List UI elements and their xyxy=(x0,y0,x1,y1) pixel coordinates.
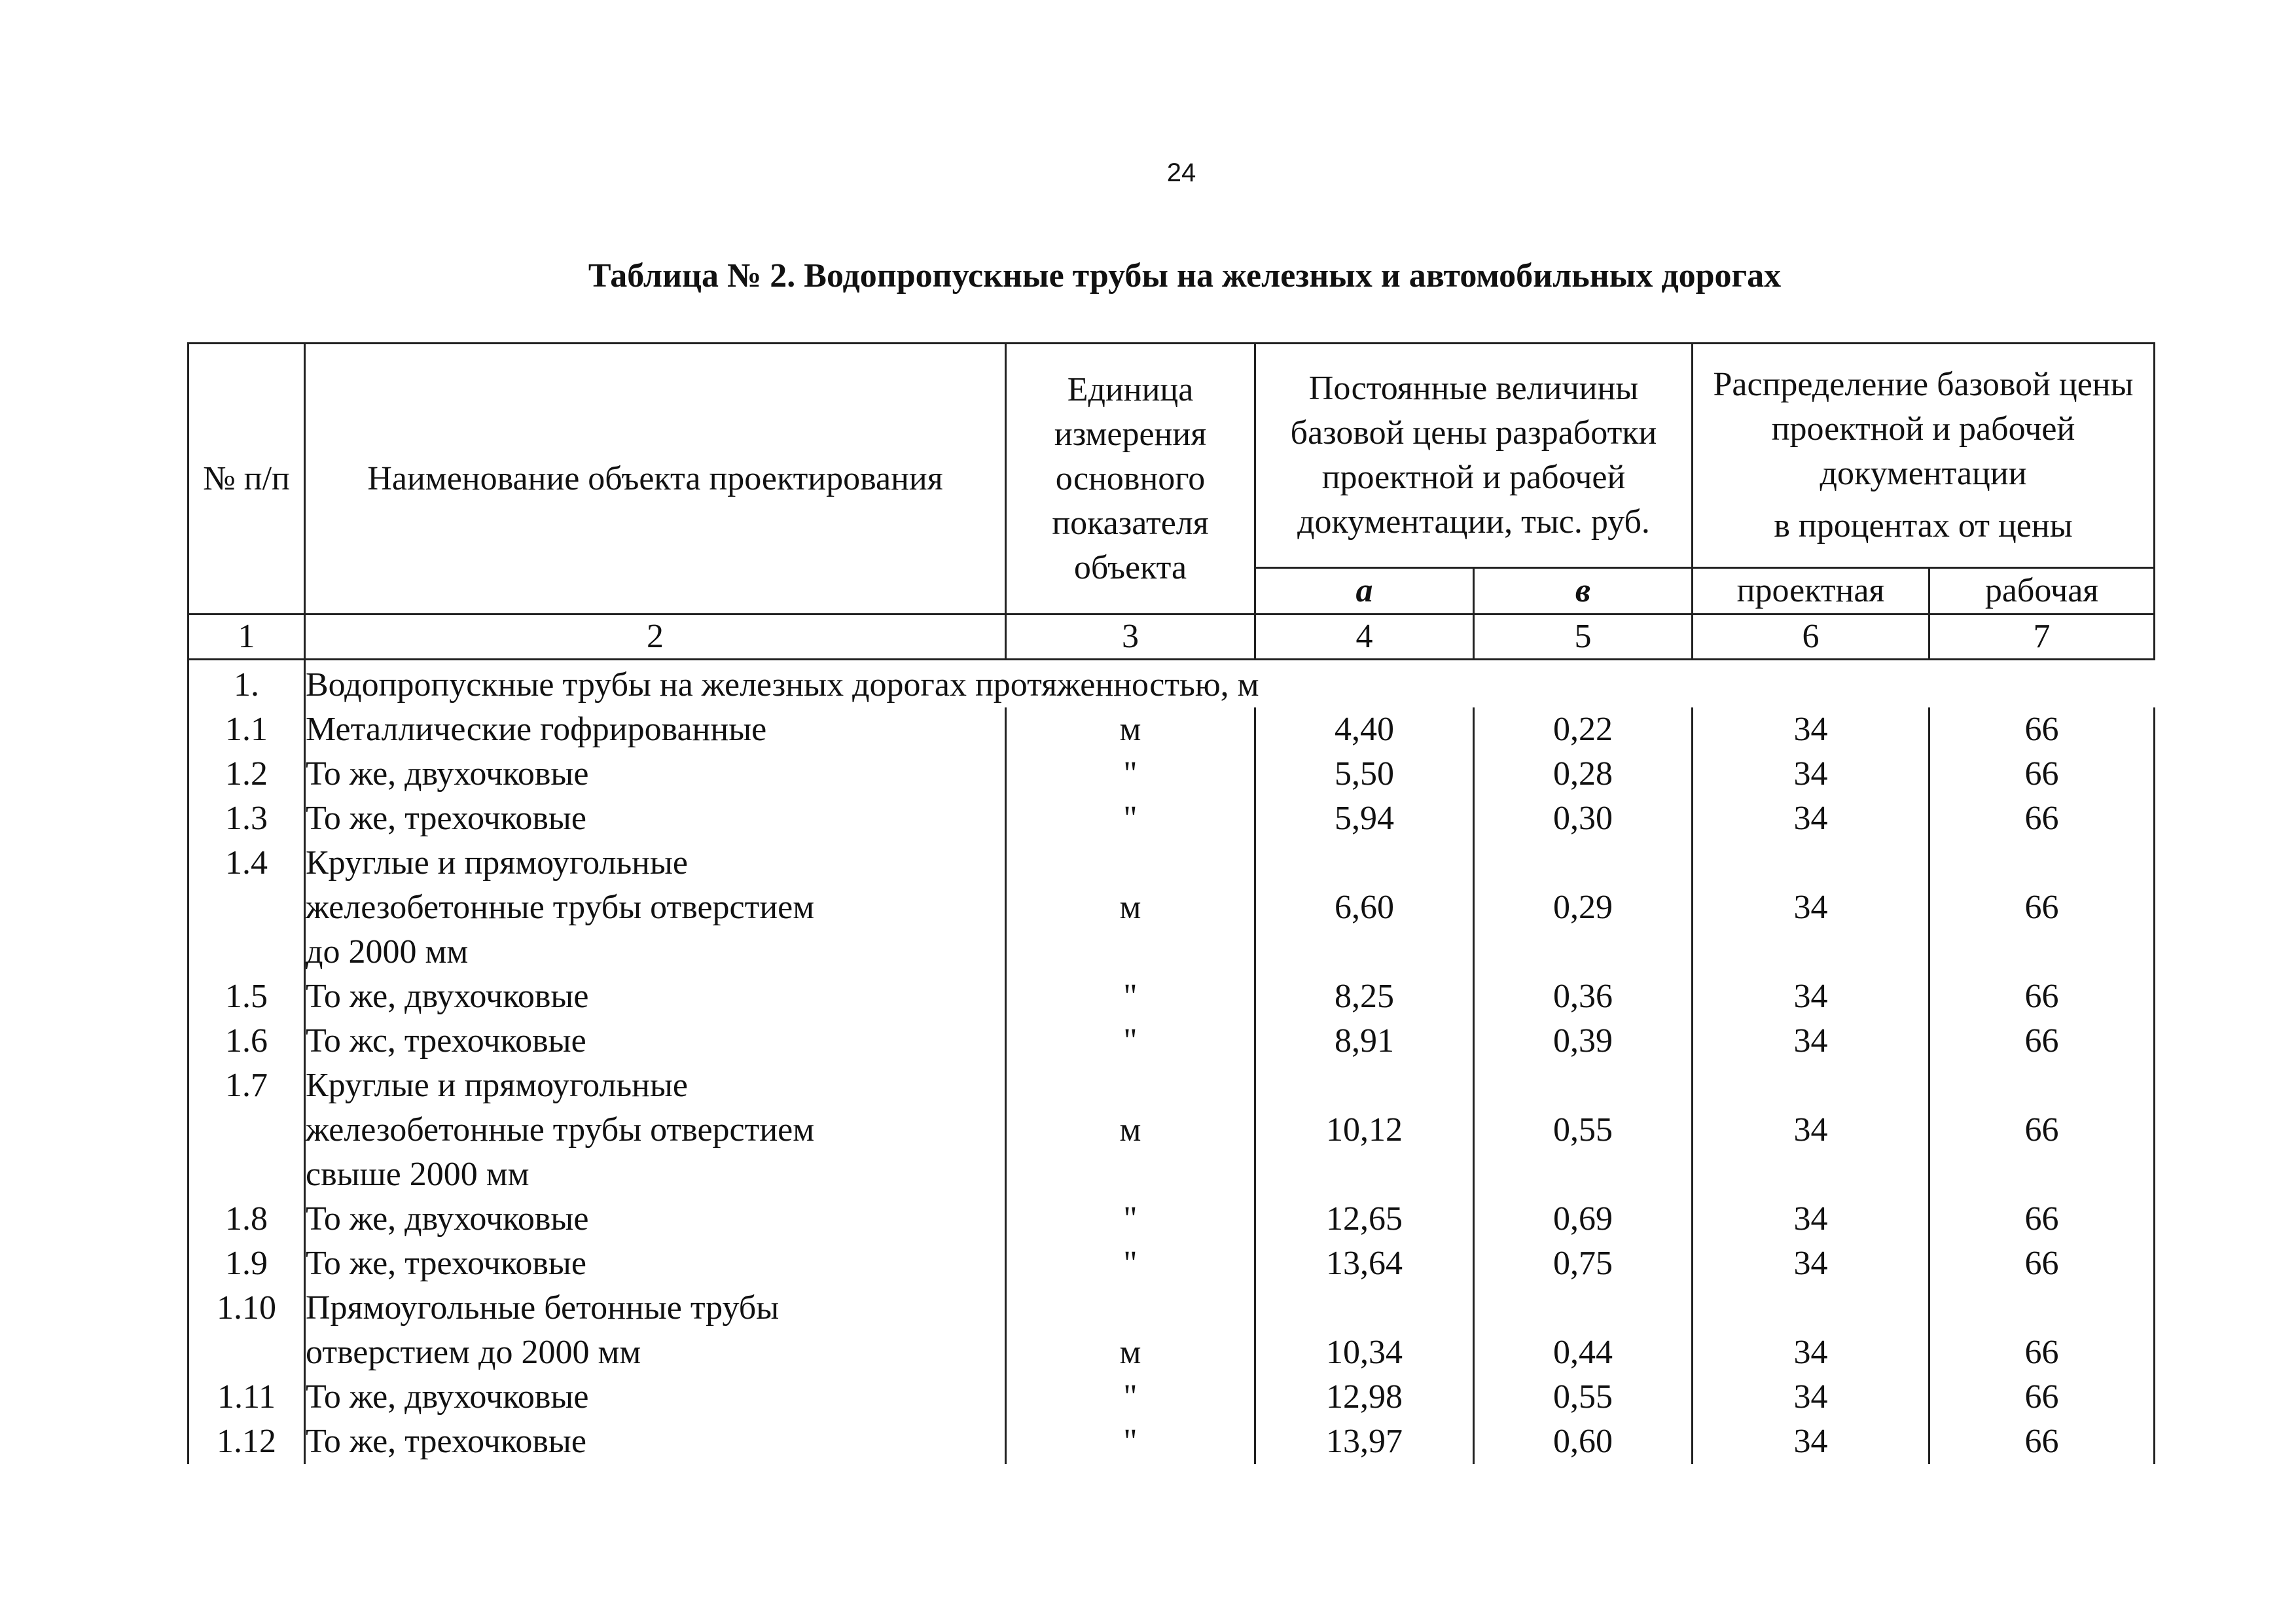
row-number: 1.8 xyxy=(188,1197,305,1241)
table-row xyxy=(188,1019,2155,1063)
header-col-distribution xyxy=(1693,344,2155,568)
row-unit: м xyxy=(1006,841,1255,974)
row-value-a: 10,12 xyxy=(1255,1063,1474,1197)
row-percent-project: 34 xyxy=(1693,1063,1929,1197)
header-dist-line2: в процентах от цены xyxy=(1774,507,2073,544)
row-name: То же, трехочковые xyxy=(305,1241,1006,1286)
row-unit: " xyxy=(1006,796,1255,841)
table-row xyxy=(188,974,2155,1019)
row-value-b: 0,22 xyxy=(1474,707,1693,752)
row-number: 1.4 xyxy=(188,841,305,974)
row-percent-work: 66 xyxy=(1929,1241,2155,1286)
row-unit: " xyxy=(1006,1019,1255,1063)
row-name: То же, двухочковые xyxy=(305,1197,1006,1241)
col-number: 1 xyxy=(188,615,305,660)
row-percent-project: 34 xyxy=(1693,1019,1929,1063)
row-value-a: 4,40 xyxy=(1255,707,1474,752)
row-value-b: 0,28 xyxy=(1474,752,1693,796)
row-value-b: 0,55 xyxy=(1474,1063,1693,1197)
row-name xyxy=(305,841,1006,974)
row-percent-work: 66 xyxy=(1929,1286,2155,1375)
row-percent-work: 66 xyxy=(1929,841,2155,974)
col-number: 5 xyxy=(1474,615,1693,660)
row-unit: м xyxy=(1006,1063,1255,1197)
row-name-line: Круглые и прямоугольные xyxy=(306,844,689,882)
section-number: 1. xyxy=(188,660,305,708)
row-number: 1.7 xyxy=(188,1063,305,1197)
row-value-b: 0,60 xyxy=(1474,1419,1693,1464)
row-value-a: 12,65 xyxy=(1255,1197,1474,1241)
header-sub-work: рабочая xyxy=(1929,568,2155,615)
row-value-a: 12,98 xyxy=(1255,1375,1474,1419)
row-number: 1.2 xyxy=(188,752,305,796)
row-number: 1.1 xyxy=(188,707,305,752)
row-unit: " xyxy=(1006,1375,1255,1419)
row-number: 1.9 xyxy=(188,1241,305,1286)
table-title: Таблица № 2. Водопропускные трубы на железных и автомобильных дорогах xyxy=(588,257,1782,294)
row-unit: " xyxy=(1006,752,1255,796)
row-value-b: 0,69 xyxy=(1474,1197,1693,1241)
row-value-b: 0,39 xyxy=(1474,1019,1693,1063)
row-percent-work: 66 xyxy=(1929,752,2155,796)
row-value-b: 0,36 xyxy=(1474,974,1693,1019)
header-sub-proj: проектная xyxy=(1693,568,1929,615)
row-percent-work: 66 xyxy=(1929,1019,2155,1063)
row-unit: " xyxy=(1006,974,1255,1019)
row-percent-project: 34 xyxy=(1693,752,1929,796)
section-title: Водопропускные трубы на железных дорогах протяженностью, м xyxy=(306,666,1259,704)
row-percent-project: 34 xyxy=(1693,1419,1929,1464)
table-row xyxy=(188,1375,2155,1419)
table-row xyxy=(188,1286,2155,1375)
header-dist-line1: Распределение базовой цены проектной и рабочей документации xyxy=(1713,366,2134,492)
row-value-a: 5,50 xyxy=(1255,752,1474,796)
row-number: 1.5 xyxy=(188,974,305,1019)
row-name-line: железобетонные трубы отверстием xyxy=(306,1111,815,1149)
row-unit: " xyxy=(1006,1419,1255,1464)
row-unit: " xyxy=(1006,1197,1255,1241)
row-value-a: 5,94 xyxy=(1255,796,1474,841)
row-percent-project: 34 xyxy=(1693,1286,1929,1375)
table-body xyxy=(188,660,2155,1465)
table-row xyxy=(188,841,2155,974)
row-value-a: 13,64 xyxy=(1255,1241,1474,1286)
row-percent-work: 66 xyxy=(1929,974,2155,1019)
row-percent-work: 66 xyxy=(1929,796,2155,841)
row-percent-project: 34 xyxy=(1693,974,1929,1019)
col-number: 3 xyxy=(1006,615,1255,660)
row-number: 1.3 xyxy=(188,796,305,841)
row-name: То же, трехочковые xyxy=(305,1419,1006,1464)
row-percent-work: 66 xyxy=(1929,1375,2155,1419)
row-number: 1.12 xyxy=(188,1419,305,1464)
row-name-line: свыше 2000 мм xyxy=(306,1156,529,1193)
row-value-b: 0,30 xyxy=(1474,796,1693,841)
header-col-num: № п/п xyxy=(188,344,305,615)
row-value-b: 0,55 xyxy=(1474,1375,1693,1419)
col-number: 7 xyxy=(1929,615,2155,660)
row-percent-work: 66 xyxy=(1929,1063,2155,1197)
table-row xyxy=(188,1241,2155,1286)
row-value-a: 8,25 xyxy=(1255,974,1474,1019)
row-number: 1.6 xyxy=(188,1019,305,1063)
row-unit: м xyxy=(1006,1286,1255,1375)
page-number: 24 xyxy=(1166,158,1196,187)
row-percent-project: 34 xyxy=(1693,796,1929,841)
table-row xyxy=(188,1197,2155,1241)
table-header xyxy=(188,344,2155,660)
row-percent-project: 34 xyxy=(1693,1197,1929,1241)
header-col-const: Постоянные величины базовой цены разработки проектной и рабочей документации, тыс. руб. xyxy=(1255,344,1693,568)
table-row xyxy=(188,1063,2155,1197)
row-name: То же, трехочковые xyxy=(305,796,1006,841)
row-percent-work: 66 xyxy=(1929,1197,2155,1241)
table-row xyxy=(188,752,2155,796)
table-row xyxy=(188,707,2155,752)
row-name: Металлические гофрированные xyxy=(305,707,1006,752)
row-percent-work: 66 xyxy=(1929,707,2155,752)
col-number: 2 xyxy=(305,615,1006,660)
row-value-a: 10,34 xyxy=(1255,1286,1474,1375)
row-unit: м xyxy=(1006,707,1255,752)
header-sub-b: в xyxy=(1474,568,1693,615)
row-name-line: железобетонные трубы отверстием xyxy=(306,889,815,926)
table-row xyxy=(188,796,2155,841)
row-percent-project: 34 xyxy=(1693,1241,1929,1286)
row-number: 1.10 xyxy=(188,1286,305,1375)
row-name: То же, двухочковые xyxy=(305,752,1006,796)
row-name-line: Круглые и прямоугольные xyxy=(306,1067,689,1104)
row-percent-project: 34 xyxy=(1693,1375,1929,1419)
row-percent-project: 34 xyxy=(1693,841,1929,974)
row-name: То жс, трехочковые xyxy=(305,1019,1006,1063)
row-name-line: Прямоугольные бетонные трубы xyxy=(306,1289,780,1327)
row-percent-project: 34 xyxy=(1693,707,1929,752)
row-name: То же, двухочковые xyxy=(305,1375,1006,1419)
header-col-name: Наименование объекта проектирования xyxy=(305,344,1006,615)
row-value-b: 0,75 xyxy=(1474,1241,1693,1286)
row-name xyxy=(305,1063,1006,1197)
pricing-table xyxy=(187,342,2155,1464)
row-value-a: 6,60 xyxy=(1255,841,1474,974)
row-value-a: 13,97 xyxy=(1255,1419,1474,1464)
row-number: 1.11 xyxy=(188,1375,305,1419)
header-col-unit: Единица измерения основного показателя объекта xyxy=(1006,344,1255,615)
header-sub-a: а xyxy=(1255,568,1474,615)
row-name xyxy=(305,1286,1006,1375)
col-number: 6 xyxy=(1693,615,1929,660)
row-name: То же, двухочковые xyxy=(305,974,1006,1019)
row-name-line: до 2000 мм xyxy=(306,933,469,971)
row-name-line: отверстием до 2000 мм xyxy=(306,1334,641,1371)
row-unit: " xyxy=(1006,1241,1255,1286)
col-number: 4 xyxy=(1255,615,1474,660)
row-percent-work: 66 xyxy=(1929,1419,2155,1464)
row-value-b: 0,44 xyxy=(1474,1286,1693,1375)
table-row xyxy=(188,1419,2155,1464)
row-value-b: 0,29 xyxy=(1474,841,1693,974)
section-row xyxy=(188,660,2155,708)
row-value-a: 8,91 xyxy=(1255,1019,1474,1063)
